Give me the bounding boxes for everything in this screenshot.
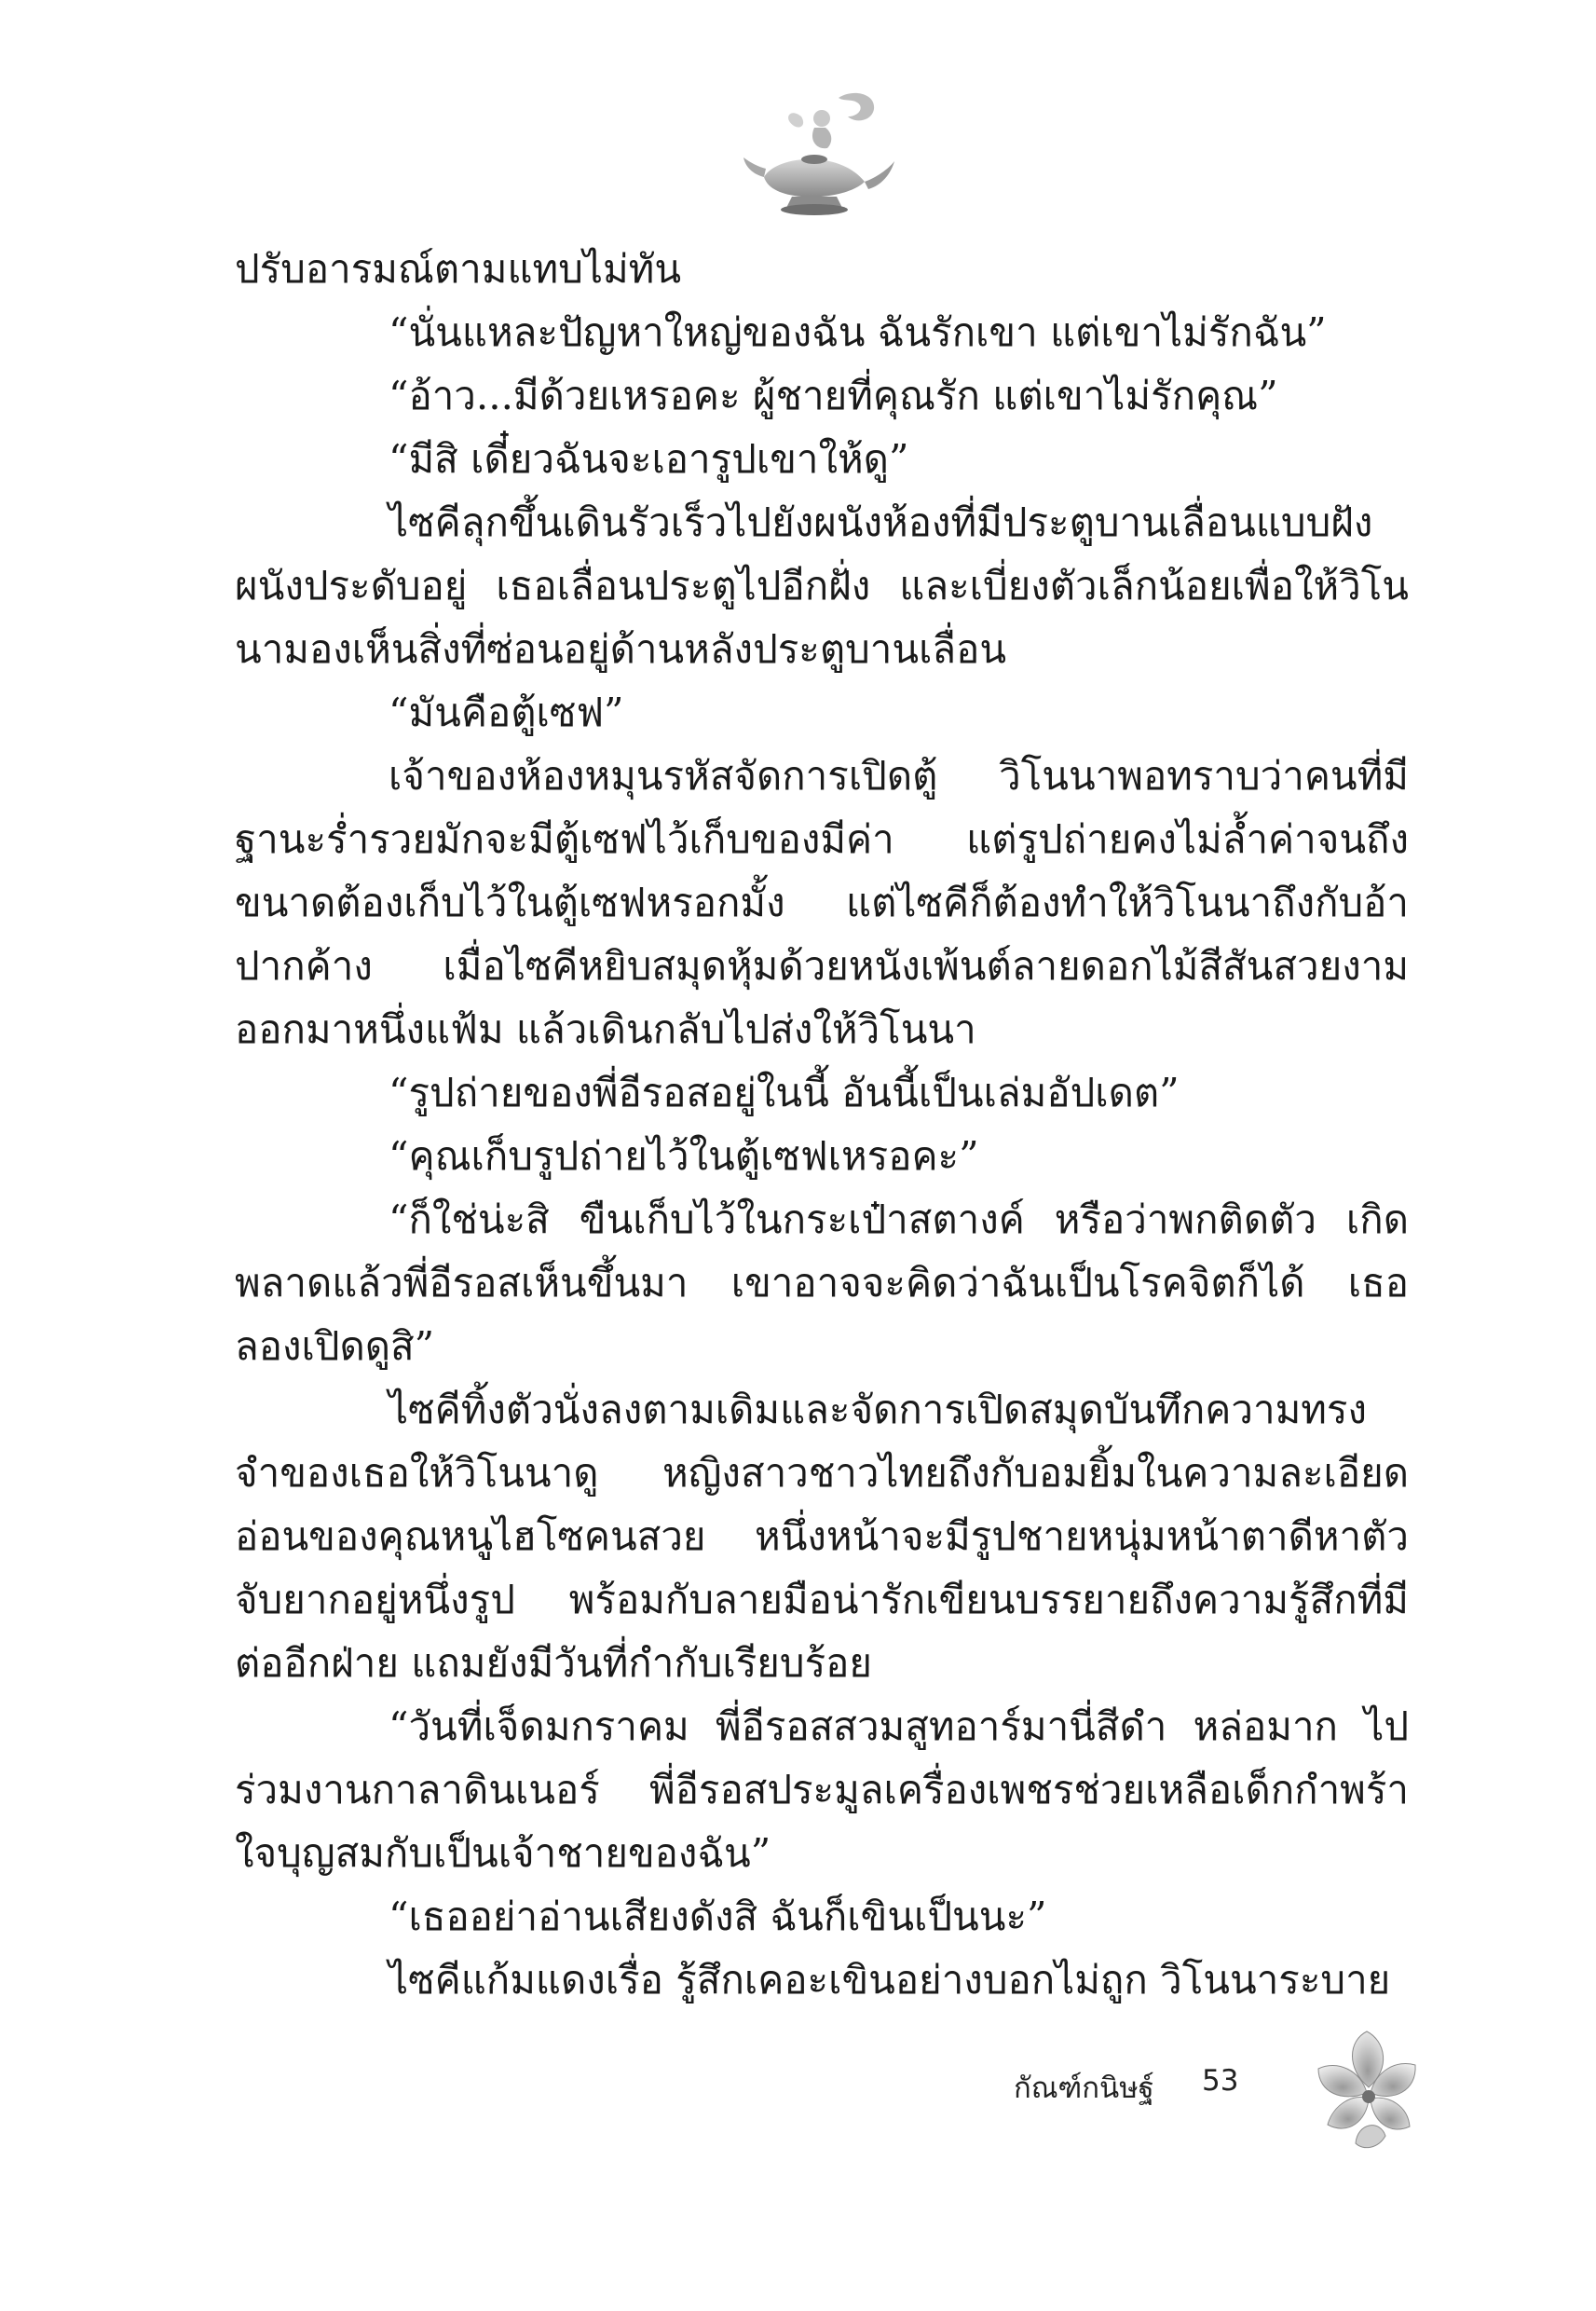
paragraph-11: ไซคีทิ้งตัวนั่งลงตามเดิมและจัดการเปิดสมุดบันทึกความทรงจำของเธอให้วิโนนาดู หญิงสาวชาวไทยถึงกับอมยิ้มในความละเอียดอ่อนของคุณหนูไฮโซคนสวย หนึ่งหน้าจะมีรูปชายหนุ่มหน้าตาดีหาตัวจับยากอยู่หนึ่งรูป พร้อมกับลายมือน่ารักเขียนบรรยายถึงความรู้สึกที่มีต่ออีกฝ่าย แถมยังมีวันที่กำกับเรียบร้อย — [235, 1387, 1409, 1686]
flower-icon — [1300, 2013, 1435, 2153]
paragraph-5: ไซคีลุกขึ้นเดินรัวเร็วไปยังผนังห้องที่มีประตูบานเลื่อนแบบฝังผนังประดับอยู่ เธอเลื่อนประตูไปอีกฝั่ง และเบี่ยงตัวเล็กน้อยเพื่อให้วิโนนามองเห็นสิ่งที่ซ่อนอยู่ด้านหลังประตูบานเลื่อน — [235, 499, 1409, 672]
paragraph-10: “ก็ใช่น่ะสิ ขืนเก็บไว้ในกระเป๋าสตางค์ หรือว่าพกติดตัว เกิดพลาดแล้วพี่อีรอสเห็นขึ้นมา เขาอาจจะคิดว่าฉันเป็นโรคจิตก็ได้ เธอลองเปิดดูสิ” — [235, 1197, 1409, 1369]
paragraph-4: “มีสิ เดี๋ยวฉันจะเอารูปเขาให้ดู” — [389, 436, 909, 482]
paragraph-3: “อ้าว...มีด้วยเหรอคะ ผู้ชายที่คุณรัก แต่เขาไม่รักคุณ” — [389, 373, 1278, 418]
body-text — [235, 238, 1409, 2012]
paragraph-2: “นั่นแหละปัญหาใหญ่ของฉัน ฉันรักเขา แต่เขาไม่รักฉัน” — [389, 309, 1327, 355]
paragraph-13: “เธออย่าอ่านเสียงดังสิ ฉันก็เขินเป็นนะ” — [389, 1894, 1047, 1939]
paragraph-14: ไซคีแก้มแดงเรื่อ รู้สึกเคอะเขินอย่างบอกไม่ถูก วิโนนาระบาย — [389, 1957, 1391, 2003]
paragraph-1: ปรับอารมณ์ตามแทบไม่ทัน — [235, 246, 682, 292]
paragraph-9: “คุณเก็บรูปถ่ายไว้ในตู้เซฟเหรอคะ” — [389, 1133, 979, 1179]
paragraph-6: “มันคือตู้เซฟ” — [389, 690, 624, 735]
paragraph-12: “วันที่เจ็ดมกราคม พี่อีรอสสวมสูทอาร์มานี่สีดำ หล่อมาก ไปร่วมงานกาลาดินเนอร์ พี่อีรอสประมูลเครื่องเพชรช่วยเหลือเด็กกำพร้า ใจบุญสมกับเป็นเจ้าชายของฉัน” — [235, 1703, 1409, 1876]
paragraph-8: “รูปถ่ายของพี่อีรอสอยู่ในนี้ อันนี้เป็นเล่มอัปเดต” — [389, 1070, 1180, 1115]
page-number: 53 — [1202, 2064, 1239, 2098]
cupid-magic-lamp-icon — [736, 89, 899, 219]
running-footer-title: กัณฑ์กนิษฐ์ — [1014, 2072, 1154, 2105]
paragraph-7: เจ้าของห้องหมุนรหัสจัดการเปิดตู้ วิโนนาพอทราบว่าคนที่มีฐานะร่ำรวยมักจะมีตู้เซฟไว้เก็บของมีค่า แต่รูปถ่ายคงไม่ล้ำค่าจนถึงขนาดต้องเก็บไว้ในตู้เซฟหรอกมั้ง แต่ไซคีก็ต้องทำให้วิโนนาถึงกับอ้าปากค้าง เมื่อไซคีหยิบสมุดหุ้มด้วยหนังเพ้นต์ลายดอกไม้สีสันสวยงามออกมาหนึ่งแฟ้ม แล้วเดินกลับไปส่งให้วิโนนา — [235, 753, 1409, 1052]
